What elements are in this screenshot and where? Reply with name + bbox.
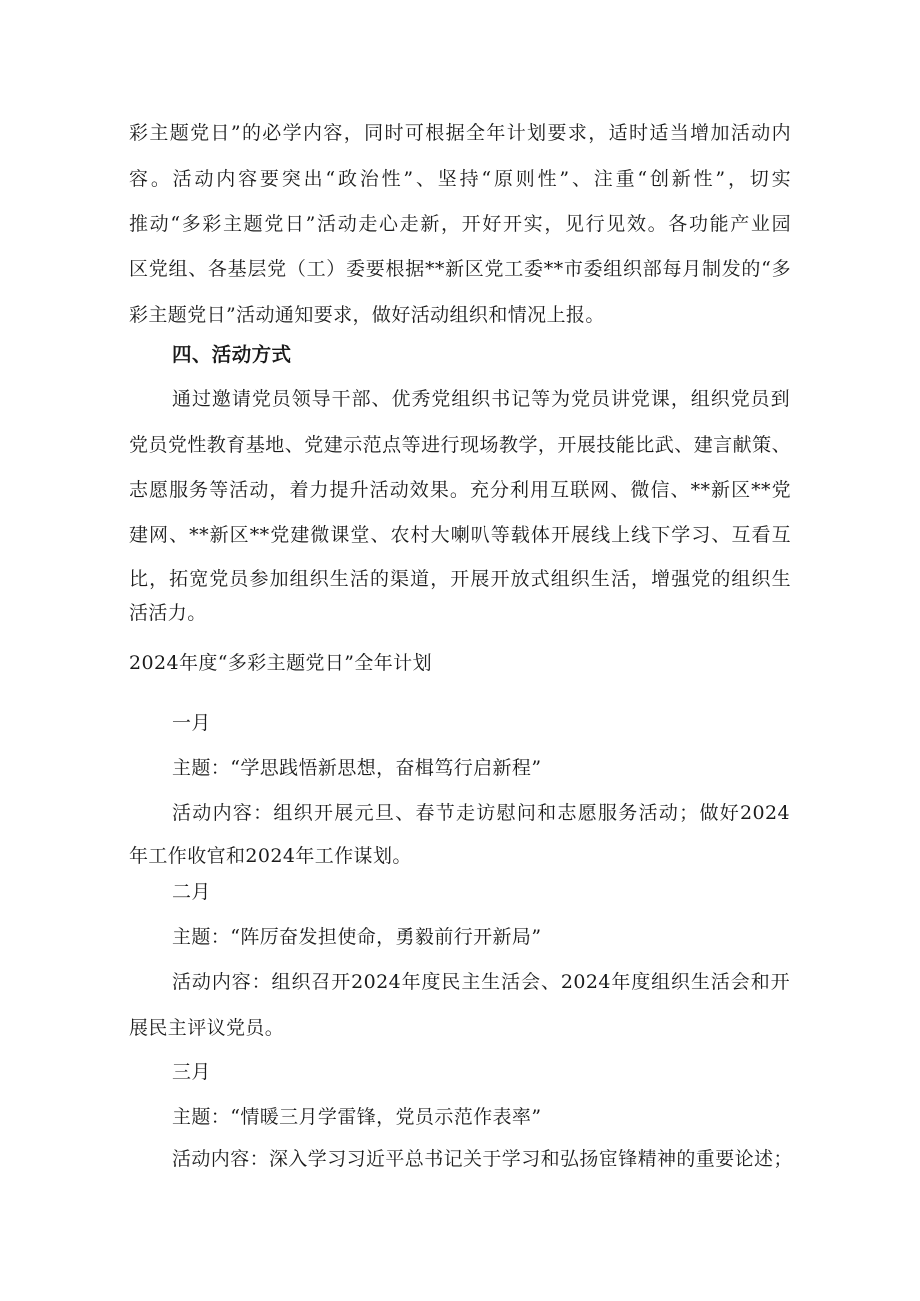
- paragraph-line: 区党组、各基层党（工）委要根据**新区党工委**市委组织部每月制发的“多: [129, 258, 791, 280]
- content-line: 活动内容：组织召开2024年度民主生活会、2024年度组织生活会和开: [172, 971, 790, 993]
- paragraph-line: 建网、**新区**党建微课堂、农村大喇叭等载体开展线上线下学习、互看互: [129, 524, 791, 546]
- month-label: 一月: [172, 712, 211, 734]
- paragraph-line: 容。活动内容要突出“政治性”、坚持“原则性”、注重“创新性”，切实: [129, 168, 791, 190]
- content-line: 活动内容：组织开展元旦、春节走访慰问和志愿服务活动；做好2024: [172, 802, 790, 824]
- month-label: 三月: [172, 1061, 211, 1083]
- paragraph-line: 活活力。: [129, 602, 207, 624]
- month-label: 二月: [172, 881, 211, 903]
- plan-title: 2024年度“多彩主题党日”全年计划: [129, 652, 432, 674]
- content-line: 展民主评议党员。: [129, 1017, 285, 1039]
- paragraph-line: 通过邀请党员领导干部、优秀党组织书记等为党员讲党课，组织党员到: [172, 388, 790, 410]
- section-heading: 四、活动方式: [172, 343, 292, 366]
- paragraph-line: 比，拓宽党员参加组织生活的渠道，开展开放式组织生活，增强党的组织生: [129, 568, 791, 590]
- paragraph-line: 推动“多彩主题党日”活动走心走新，开好开实，见行见效。各功能产业园: [129, 213, 791, 235]
- theme-line: 主题：“学思践悟新思想，奋楫笃行启新程”: [172, 757, 542, 779]
- theme-line: 主题：“情暖三月学雷锋，党员示范作表率”: [172, 1106, 542, 1128]
- paragraph-line: 彩主题党日”活动通知要求，做好活动组织和情况上报。: [129, 304, 605, 326]
- theme-line: 主题：“阵厉奋发担使命，勇毅前行开新局”: [172, 926, 542, 948]
- content-line: 年工作收官和2024年工作谋划。: [129, 845, 412, 867]
- content-line: 活动内容：深入学习习近平总书记关于学习和弘扬宦锋精神的重要论述；: [172, 1148, 793, 1170]
- paragraph-line: 党员党性教育基地、党建示范点等进行现场教学，开展技能比武、建言献策、: [129, 434, 791, 456]
- paragraph-line: 彩主题党日”的必学内容，同时可根据全年计划要求，适时适当增加活动内: [129, 122, 791, 144]
- paragraph-line: 志愿服务等活动，着力提升活动效果。充分利用互联网、微信、**新区**党: [129, 479, 791, 501]
